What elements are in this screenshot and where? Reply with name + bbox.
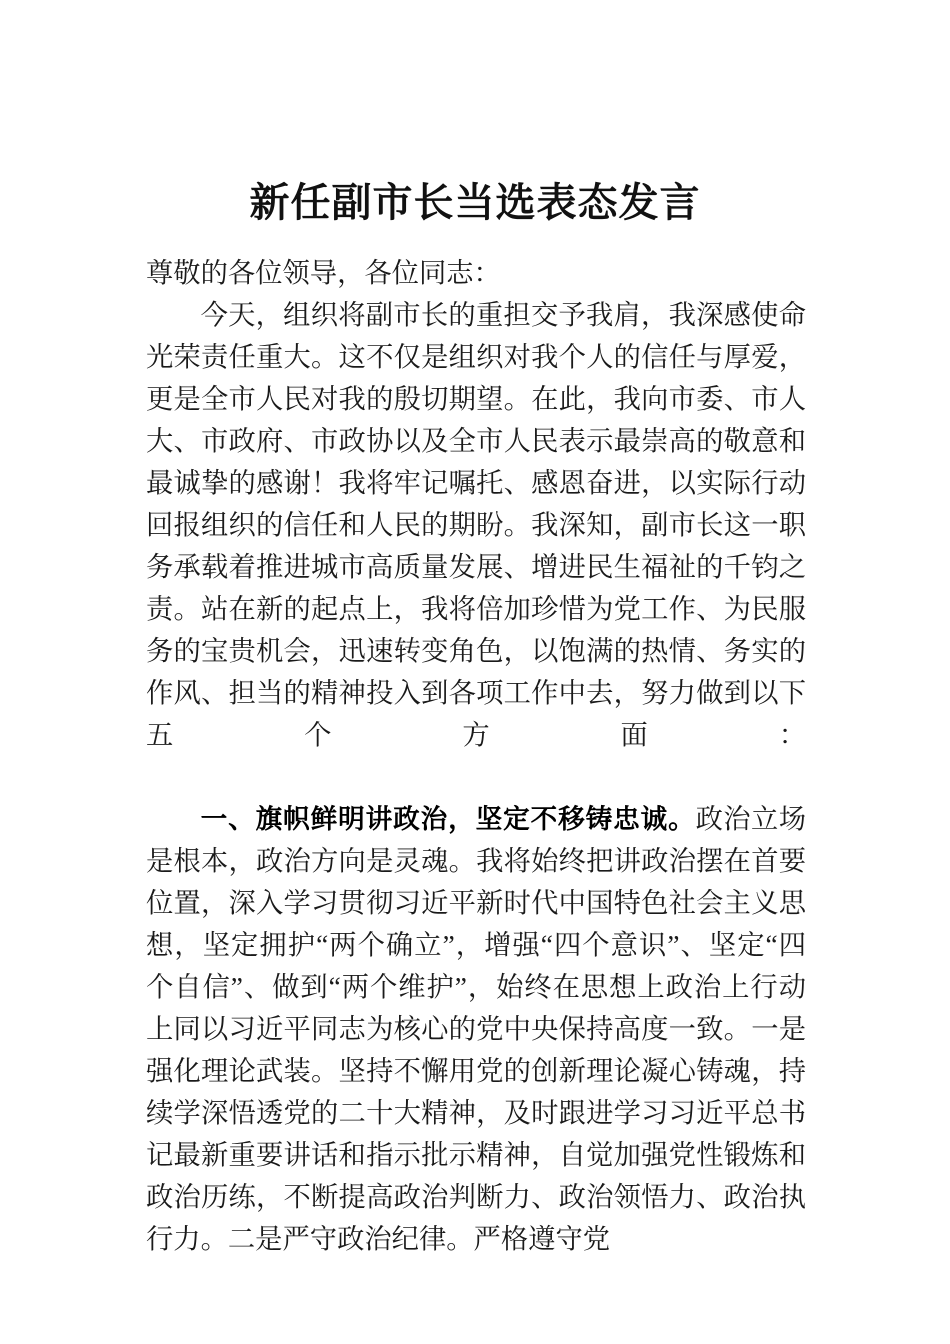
paragraph-section-one bbox=[146, 798, 806, 1260]
section-one-text: 政治立场是根本，政治方向是灵魂。我将始终把讲政治摆在首要位置，深入学习贯彻习近平新时代中国特色社会主义思想，坚定拥护“两个确立”，增强“四个意识”、坚定“四个自信”、做到“两个维护”，始终在思想上政治上行动上同以习近平同志为核心的党中央保持高度一致。一是强化理论武装。坚持不懈用党的创新理论凝心铸魂，持续学深悟透党的二十大精神，及时跟进学习习近平总书记最新重要讲话和指示批示精神，自觉加强党性锻炼和政治历练，不断提高政治判断力、政治领悟力、政治执行力。二是严守政治纪律。严格遵守党 bbox=[146, 804, 806, 1254]
document-body bbox=[146, 252, 806, 1260]
paragraph-opening: 今天，组织将副市长的重担交予我肩，我深感使命光荣责任重大。这不仅是组织对我个人的信任与厚爱，更是全市人民对我的殷切期望。在此，我向市委、市人大、市政府、市政协以及全市人民表示最崇高的敬意和最诚挚的感谢！我将牢记嘱托、感恩奋进，以实际行动回报组织的信任和人民的期盼。我深知，副市长这一职务承载着推进城市高质量发展、增进民生福祉的千钧之责。站在新的起点上，我将倍加珍惜为党工作、为民服务的宝贵机会，迅速转变角色，以饱满的热情、务实的作风、担当的精神投入到各项工作中去，努力做到以下五个方面： bbox=[146, 300, 806, 750]
page-title: 新任副市长当选表态发言 bbox=[249, 179, 701, 225]
paragraph-salutation: 尊敬的各位领导，各位同志： bbox=[146, 258, 501, 288]
section-one-heading: 一、旗帜鲜明讲政治，坚定不移铸忠诚。 bbox=[200, 804, 696, 834]
